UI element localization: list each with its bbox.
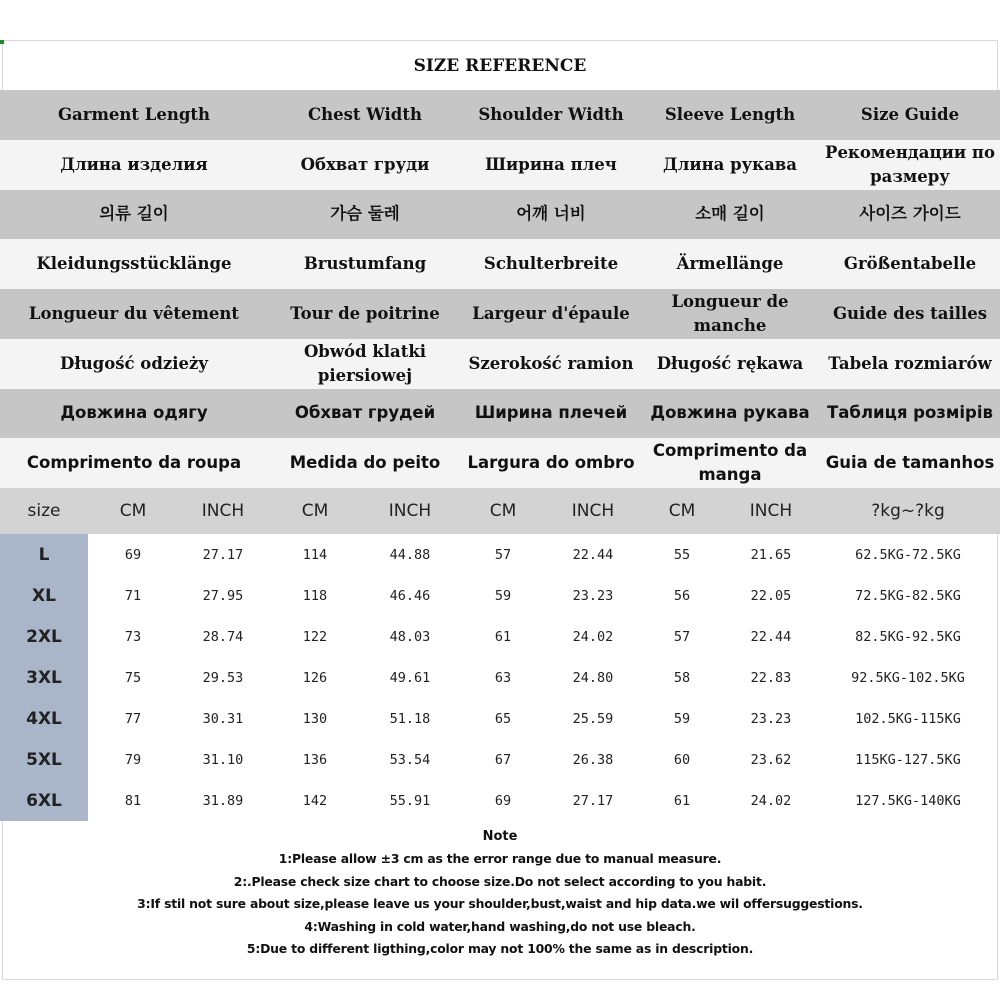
translation-table bbox=[0, 90, 1000, 488]
translation-cell-chest-width: Chest Width bbox=[308, 104, 422, 124]
translation-row bbox=[0, 389, 1000, 439]
translation-cell-shoulder-width: 어깨 너비 bbox=[516, 204, 586, 224]
value-sleeve-cm: 56 bbox=[673, 587, 691, 604]
size-table bbox=[0, 488, 1000, 821]
translation-cell-chest-width: Medida do peito bbox=[289, 453, 441, 473]
value-length-cm: 73 bbox=[124, 628, 142, 645]
note-line: 4:Washing in cold water,hand washing,do not use bleach. bbox=[304, 918, 696, 934]
value-sleeve-cm: 57 bbox=[673, 628, 691, 645]
translation-cell-chest-width: Обхват грудей bbox=[294, 403, 436, 423]
value-chest-inch: 46.46 bbox=[389, 587, 431, 604]
value-length-inch: 27.17 bbox=[202, 546, 244, 563]
value-chest-inch: 53.54 bbox=[389, 751, 431, 768]
value-length-inch: 31.10 bbox=[202, 751, 244, 768]
value-weight: 115KG-127.5KG bbox=[855, 751, 961, 768]
corner-mark bbox=[0, 40, 4, 44]
value-sleeve-inch: 22.44 bbox=[750, 628, 792, 645]
value-length-cm: 81 bbox=[124, 792, 142, 809]
translation-cell-garment-length: Comprimento da roupa bbox=[26, 453, 242, 473]
translation-cell-size-guide: Size Guide bbox=[860, 104, 960, 124]
translation-row bbox=[0, 339, 1000, 389]
value-weight: 127.5KG-140KG bbox=[855, 792, 961, 809]
translation-cell-shoulder-width: Ширина плечей bbox=[474, 403, 628, 423]
value-chest-inch: 51.18 bbox=[389, 710, 431, 727]
value-sleeve-cm: 61 bbox=[673, 792, 691, 809]
translation-cell-size-guide: Рекомендации по размеру bbox=[825, 142, 995, 186]
size-row bbox=[0, 534, 1000, 575]
translation-cell-size-guide: 사이즈 가이드 bbox=[859, 204, 961, 224]
page-title: SIZE REFERENCE bbox=[413, 56, 587, 76]
translation-cell-shoulder-width: Shoulder Width bbox=[478, 104, 624, 124]
size-row bbox=[0, 739, 1000, 780]
value-length-inch: 29.53 bbox=[202, 669, 244, 686]
translation-row bbox=[0, 190, 1000, 240]
translation-cell-sleeve-length: 소매 길이 bbox=[695, 204, 765, 224]
value-sleeve-cm: 60 bbox=[673, 751, 691, 768]
size-row bbox=[0, 657, 1000, 698]
value-weight: 72.5KG-82.5KG bbox=[855, 587, 961, 604]
size-label: 3XL bbox=[0, 657, 88, 698]
translation-cell-sleeve-length: Ärmellänge bbox=[676, 254, 784, 274]
size-row bbox=[0, 698, 1000, 739]
translation-cell-sleeve-length: Comprimento da manga bbox=[652, 441, 808, 485]
value-chest-cm: 114 bbox=[302, 546, 328, 563]
value-length-inch: 31.89 bbox=[202, 792, 244, 809]
translation-cell-chest-width: Obwód klatki piersiowej bbox=[303, 341, 427, 385]
notes-title: Note bbox=[482, 829, 518, 844]
header-chest-inch: INCH bbox=[388, 501, 432, 521]
translation-cell-sleeve-length: Длина рукава bbox=[663, 154, 797, 174]
header-shoulder-inch: INCH bbox=[571, 501, 615, 521]
translation-cell-chest-width: Tour de poitrine bbox=[290, 303, 440, 323]
size-label: 2XL bbox=[0, 616, 88, 657]
translation-cell-garment-length: Длина изделия bbox=[60, 154, 208, 174]
header-size: size bbox=[27, 501, 61, 521]
size-label: XL bbox=[0, 575, 88, 616]
value-shoulder-inch: 24.02 bbox=[572, 628, 614, 645]
value-shoulder-inch: 27.17 bbox=[572, 792, 614, 809]
size-label: L bbox=[0, 534, 88, 575]
size-label: 5XL bbox=[0, 739, 88, 780]
header-sleeve-cm: CM bbox=[668, 501, 696, 521]
value-shoulder-inch: 22.44 bbox=[572, 546, 614, 563]
value-weight: 92.5KG-102.5KG bbox=[851, 669, 965, 686]
translation-cell-size-guide: Tabela rozmiarów bbox=[828, 353, 992, 373]
header-length-cm: CM bbox=[119, 501, 147, 521]
value-sleeve-inch: 23.23 bbox=[750, 710, 792, 727]
value-weight: 102.5KG-115KG bbox=[855, 710, 961, 727]
size-row bbox=[0, 616, 1000, 657]
value-shoulder-cm: 69 bbox=[494, 792, 512, 809]
value-weight: 82.5KG-92.5KG bbox=[855, 628, 961, 645]
header-shoulder-cm: CM bbox=[489, 501, 517, 521]
translation-cell-size-guide: Guia de tamanhos bbox=[825, 453, 995, 473]
translation-cell-sleeve-length: Sleeve Length bbox=[664, 104, 796, 124]
translation-cell-sleeve-length: Długość rękawa bbox=[656, 353, 804, 373]
translation-row bbox=[0, 239, 1000, 289]
translation-cell-sleeve-length: Longueur de manche bbox=[671, 291, 789, 335]
translation-cell-sleeve-length: Довжина рукава bbox=[650, 403, 810, 423]
note-line: 3:If stil not sure about size,please leave us your shoulder,bust,waist and hip data.we wil offersuggestions. bbox=[137, 896, 863, 911]
size-label: 4XL bbox=[0, 698, 88, 739]
value-shoulder-inch: 24.80 bbox=[572, 669, 614, 686]
header-sleeve-inch: INCH bbox=[749, 501, 793, 521]
notes-section bbox=[0, 826, 1000, 961]
header-length-inch: INCH bbox=[201, 501, 245, 521]
value-length-cm: 75 bbox=[124, 669, 142, 686]
note-line: 5:Due to different ligthing,color may not 100% the same as in description. bbox=[246, 941, 754, 956]
translation-cell-garment-length: Longueur du vêtement bbox=[28, 303, 240, 323]
translation-cell-shoulder-width: Schulterbreite bbox=[483, 254, 619, 274]
value-shoulder-cm: 59 bbox=[494, 587, 512, 604]
value-weight: 62.5KG-72.5KG bbox=[855, 546, 961, 563]
translation-row bbox=[0, 140, 1000, 190]
note-line: 2:.Please check size chart to choose size.Do not select according to you habit. bbox=[233, 873, 767, 889]
value-length-cm: 71 bbox=[124, 587, 142, 604]
value-sleeve-inch: 22.05 bbox=[750, 587, 792, 604]
translation-cell-garment-length: Garment Length bbox=[57, 104, 211, 124]
value-shoulder-cm: 67 bbox=[494, 751, 512, 768]
header-weight: ?kg~?kg bbox=[871, 501, 945, 521]
value-chest-inch: 55.91 bbox=[389, 792, 431, 809]
size-row bbox=[0, 575, 1000, 616]
translation-cell-chest-width: Обхват груди bbox=[300, 154, 430, 174]
translation-row bbox=[0, 438, 1000, 488]
value-length-inch: 30.31 bbox=[202, 710, 244, 727]
value-shoulder-cm: 65 bbox=[494, 710, 512, 727]
value-chest-cm: 122 bbox=[302, 628, 328, 645]
value-sleeve-inch: 21.65 bbox=[750, 546, 792, 563]
value-length-inch: 28.74 bbox=[202, 628, 244, 645]
translation-cell-shoulder-width: Ширина плеч bbox=[485, 154, 617, 174]
value-chest-inch: 48.03 bbox=[389, 628, 431, 645]
value-sleeve-cm: 55 bbox=[673, 546, 691, 563]
value-chest-cm: 142 bbox=[302, 792, 328, 809]
translation-cell-chest-width: Brustumfang bbox=[303, 254, 427, 274]
value-sleeve-inch: 24.02 bbox=[750, 792, 792, 809]
value-length-inch: 27.95 bbox=[202, 587, 244, 604]
translation-cell-shoulder-width: Largeur d'épaule bbox=[472, 303, 630, 323]
value-shoulder-inch: 26.38 bbox=[572, 751, 614, 768]
translation-cell-size-guide: Größentabelle bbox=[843, 254, 977, 274]
value-chest-inch: 44.88 bbox=[389, 546, 431, 563]
value-chest-cm: 130 bbox=[302, 710, 328, 727]
translation-cell-garment-length: Довжина одягу bbox=[60, 403, 208, 423]
header-chest-cm: CM bbox=[301, 501, 329, 521]
value-chest-cm: 118 bbox=[302, 587, 328, 604]
size-table-header bbox=[0, 488, 1000, 534]
value-sleeve-cm: 58 bbox=[673, 669, 691, 686]
translation-cell-garment-length: Długość odzieży bbox=[60, 353, 208, 373]
value-chest-cm: 136 bbox=[302, 751, 328, 768]
translation-cell-size-guide: Таблиця розмірів bbox=[827, 403, 993, 423]
value-shoulder-cm: 61 bbox=[494, 628, 512, 645]
note-line: 1:Please allow ±3 cm as the error range due to manual measure. bbox=[278, 851, 722, 866]
size-row bbox=[0, 780, 1000, 821]
size-label: 6XL bbox=[0, 780, 88, 821]
value-shoulder-inch: 25.59 bbox=[572, 710, 614, 727]
value-length-cm: 77 bbox=[124, 710, 142, 727]
value-sleeve-inch: 23.62 bbox=[750, 751, 792, 768]
translation-row bbox=[0, 90, 1000, 140]
value-chest-cm: 126 bbox=[302, 669, 328, 686]
translation-cell-garment-length: Kleidungsstücklänge bbox=[36, 254, 232, 274]
translation-row bbox=[0, 289, 1000, 339]
value-length-cm: 79 bbox=[124, 751, 142, 768]
value-shoulder-inch: 23.23 bbox=[572, 587, 614, 604]
value-length-cm: 69 bbox=[124, 546, 142, 563]
translation-cell-chest-width: 가슴 둘레 bbox=[330, 204, 400, 224]
value-chest-inch: 49.61 bbox=[389, 669, 431, 686]
value-sleeve-inch: 22.83 bbox=[750, 669, 792, 686]
translation-cell-shoulder-width: Largura do ombro bbox=[467, 453, 635, 473]
value-sleeve-cm: 59 bbox=[673, 710, 691, 727]
translation-cell-garment-length: 의류 길이 bbox=[99, 204, 169, 224]
value-shoulder-cm: 57 bbox=[494, 546, 512, 563]
value-shoulder-cm: 63 bbox=[494, 669, 512, 686]
translation-cell-size-guide: Guide des tailles bbox=[832, 303, 988, 323]
translation-cell-shoulder-width: Szerokość ramion bbox=[468, 353, 634, 373]
